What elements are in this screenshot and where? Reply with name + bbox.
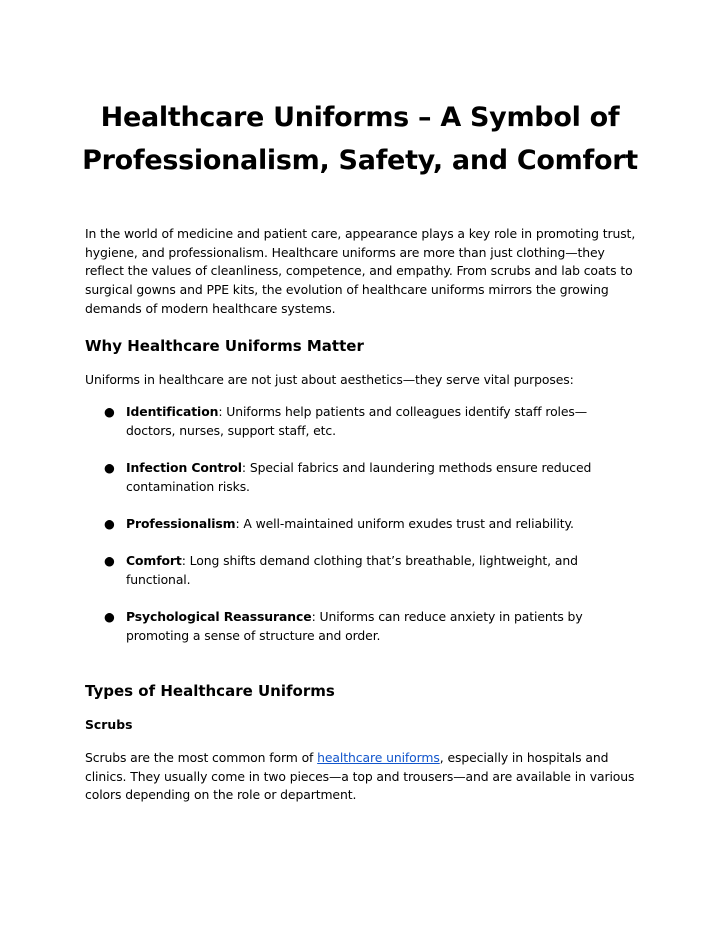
scrubs-paragraph bbox=[85, 749, 645, 805]
scrubs-text-after-link: , especially in hospitals and clinics. They usually come in two pieces—a top and trousers—and are available in various colors depending on the role or department. bbox=[85, 750, 635, 803]
list-item-term: Infection Control bbox=[126, 460, 242, 475]
section-heading-types: Types of Healthcare Uniforms bbox=[85, 682, 335, 700]
list-item-text: : Uniforms can reduce anxiety in patients by promoting a sense of structure and order. bbox=[126, 609, 583, 643]
list-item-term: Comfort bbox=[126, 553, 182, 568]
bullet-icon: ● bbox=[104, 460, 115, 475]
title-line-2: Professionalism, Safety, and Comfort bbox=[82, 145, 638, 176]
bullet-icon: ● bbox=[104, 516, 115, 531]
bullet-icon: ● bbox=[104, 404, 115, 419]
section-heading-why: Why Healthcare Uniforms Matter bbox=[85, 337, 364, 355]
list-item-term: Psychological Reassurance bbox=[126, 609, 312, 624]
list-item-text: : Long shifts demand clothing that’s breathable, lightweight, and functional. bbox=[126, 553, 578, 587]
list-item-text: : Uniforms help patients and colleagues identify staff roles—doctors, nurses, support staff, etc. bbox=[126, 404, 588, 438]
list-item-term: Identification bbox=[126, 404, 219, 419]
title-line-1: Healthcare Uniforms – A Symbol of bbox=[100, 102, 620, 133]
list-item-text: : Special fabrics and laundering methods ensure reduced contamination risks. bbox=[126, 460, 592, 494]
intro-paragraph: In the world of medicine and patient care, appearance plays a key role in promoting trust, hygiene, and professionalism. Healthcare uniforms are more than just clothing—they reflect the values of cleanliness, competence, and empathy. From scrubs and lab coats to surgical gowns and PPE kits, the evolution of healthcare uniforms mirrors the growing demands of modern healthcare systems. bbox=[85, 226, 636, 316]
scrubs-text-before-link: Scrubs are the most common form of bbox=[85, 750, 318, 765]
healthcare-uniforms-link[interactable]: healthcare uniforms bbox=[317, 750, 440, 765]
list-item-term: Professionalism bbox=[126, 516, 236, 531]
page-title bbox=[60, 96, 660, 182]
bullet-icon: ● bbox=[104, 609, 115, 624]
bullet-icon: ● bbox=[104, 553, 115, 568]
section-lead-paragraph: Uniforms in healthcare are not just about aesthetics—they serve vital purposes: bbox=[85, 372, 574, 387]
subheading-scrubs: Scrubs bbox=[85, 717, 133, 732]
list-item-text: : A well-maintained uniform exudes trust and reliability. bbox=[235, 516, 574, 531]
